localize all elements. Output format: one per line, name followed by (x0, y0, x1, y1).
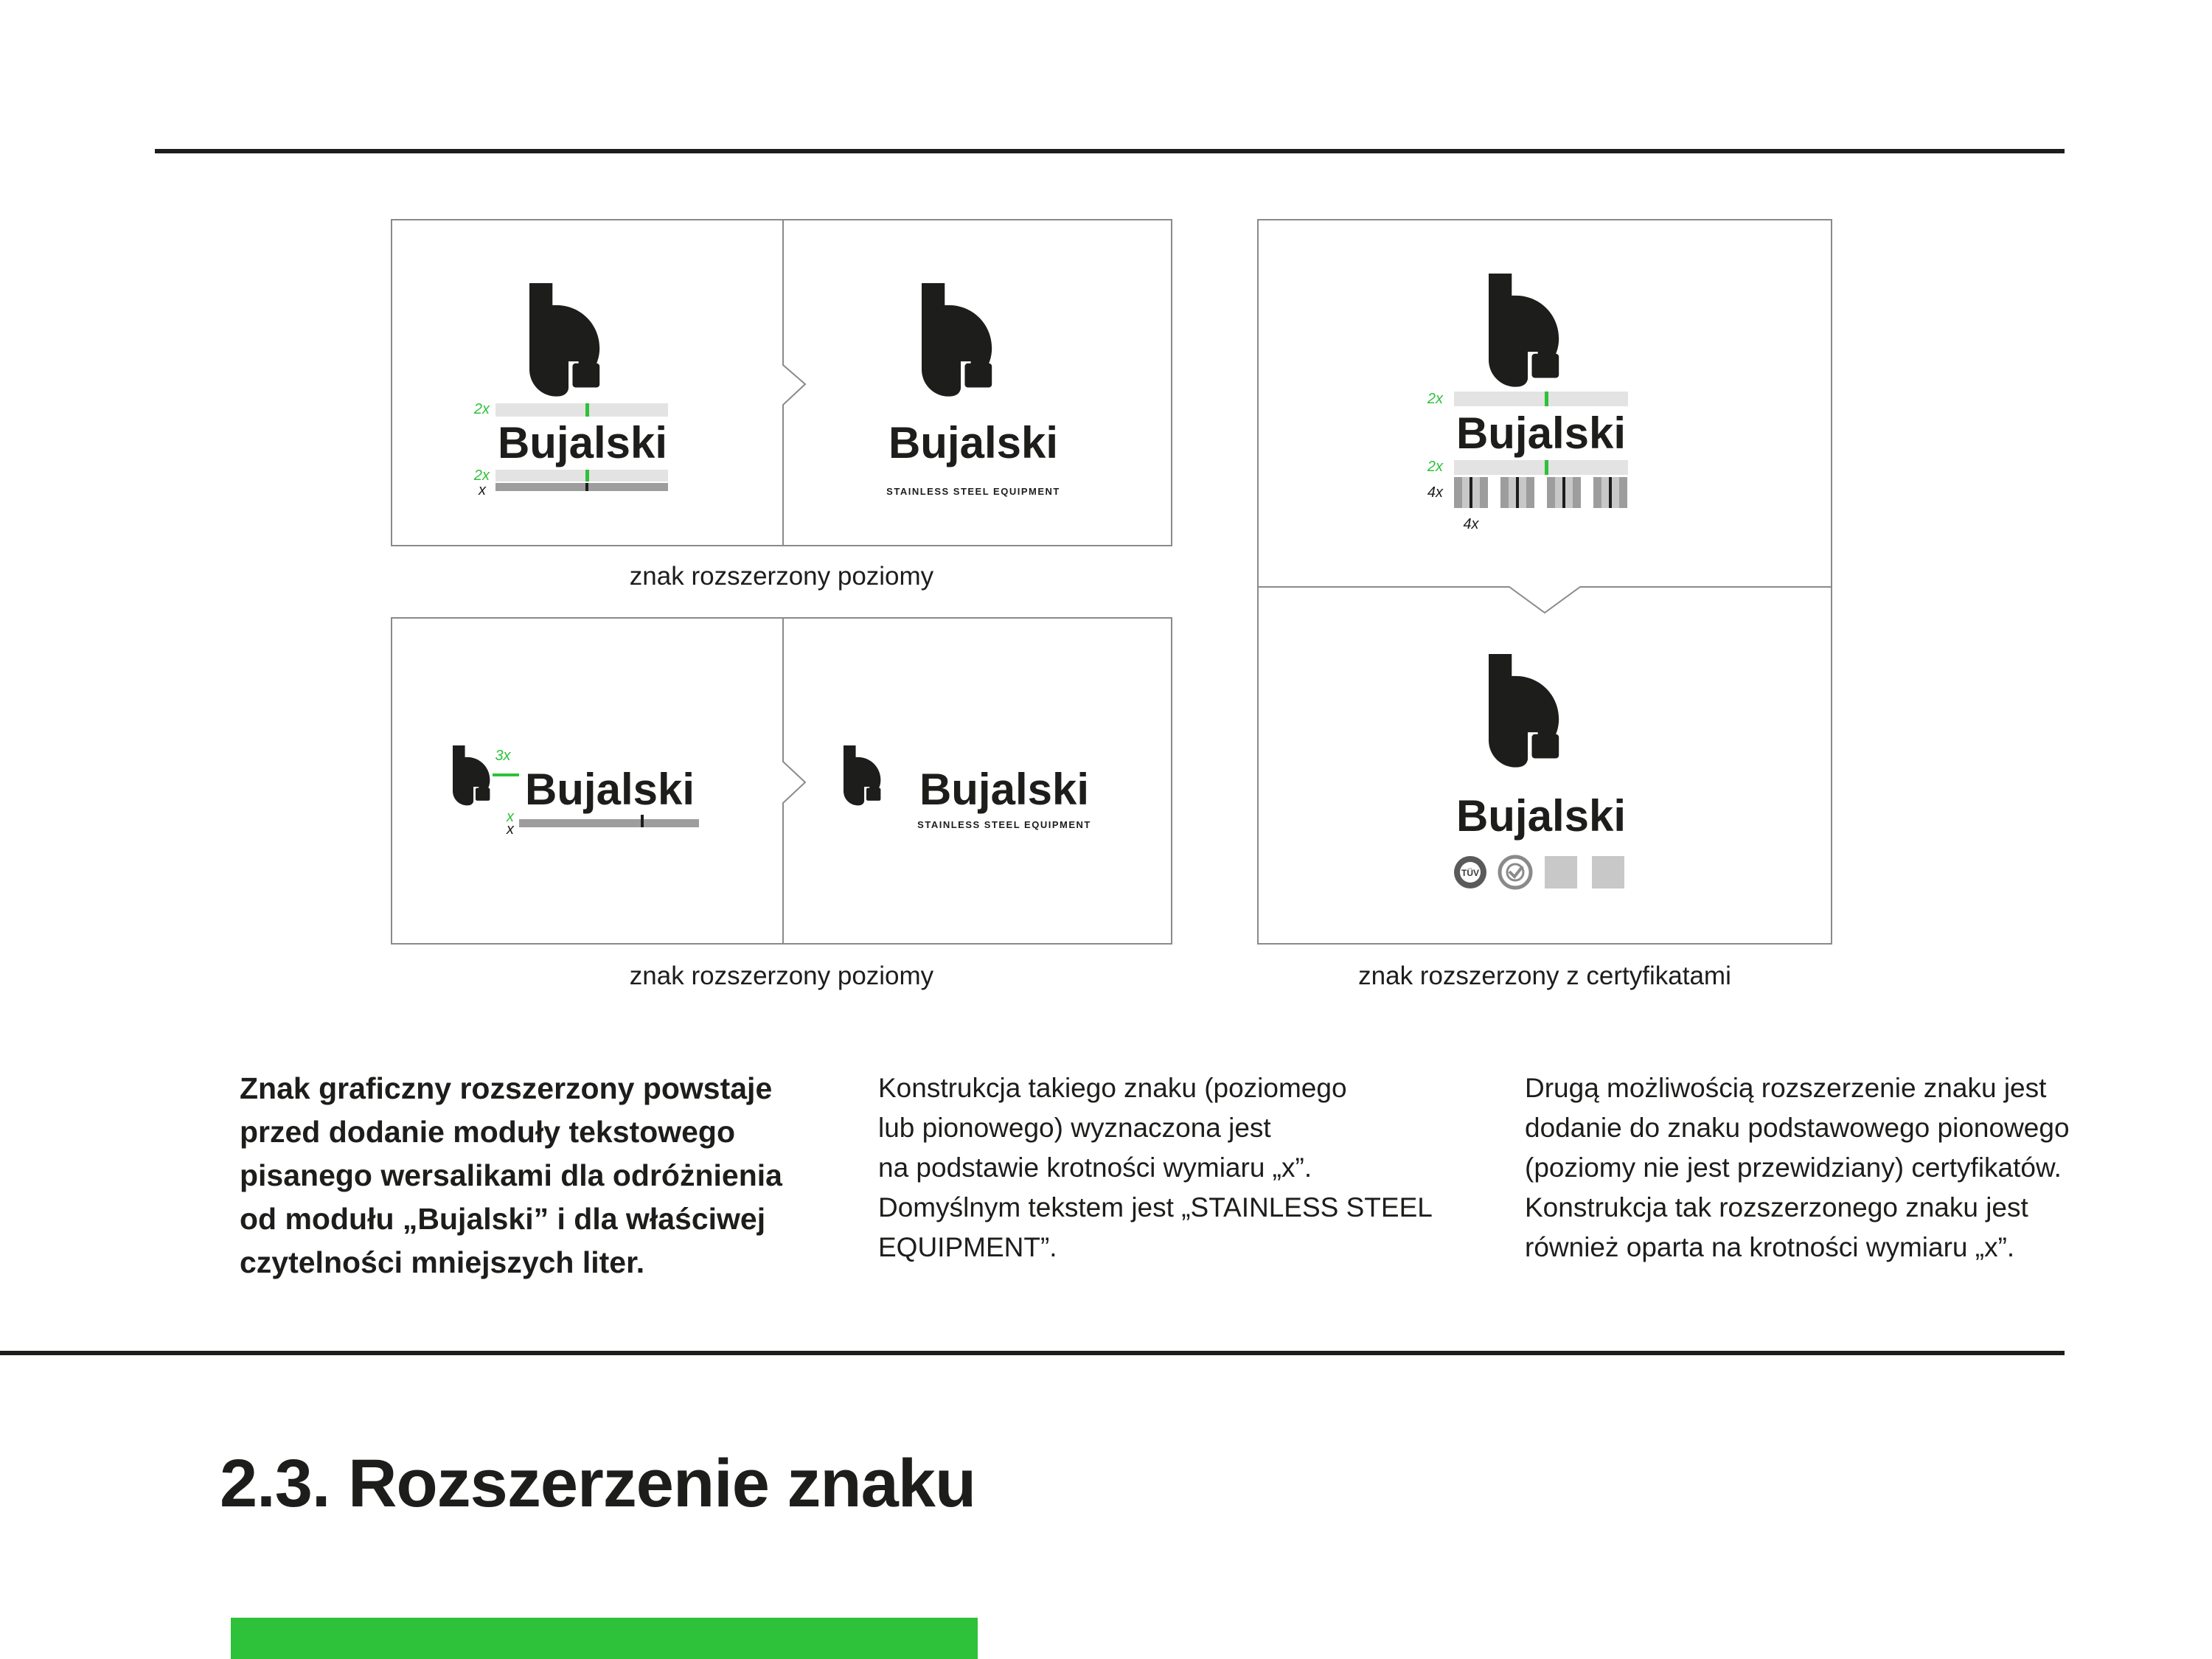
bujalski-symbol-icon (922, 283, 992, 397)
dimension-label-x: x (507, 809, 514, 825)
construction-diagram (392, 619, 1171, 943)
tagline-placeholder-band (495, 483, 668, 491)
text-line: również oparta na krotności wymiaru „x”. (1525, 1232, 2015, 1262)
bujalski-wordmark: Bujalski (919, 765, 1090, 814)
panel-horizontal-construction (391, 617, 1172, 945)
guide-band (495, 470, 668, 481)
bujalski-symbol-icon (844, 745, 880, 805)
dimension-label-4x: 4x (1463, 516, 1479, 532)
guide-band (1454, 392, 1628, 406)
text-line: Drugą możliwością rozszerzenie znaku jest (1525, 1073, 2047, 1103)
text-line: czytelności mniejszych liter. (240, 1245, 645, 1279)
certificate-placeholder (1545, 856, 1577, 888)
bujalski-wordmark: Bujalski (497, 418, 668, 467)
text-line: od modułu „Bujalski” i dla właściwej (240, 1202, 766, 1236)
section-rule (0, 1351, 2065, 1355)
dimension-label-2x: 2x (1427, 459, 1443, 475)
construction-column (878, 1068, 1468, 1267)
intro-column (240, 1067, 844, 1284)
panel-certificates (1257, 219, 1832, 945)
tagline-text: STAINLESS STEEL EQUIPMENT (917, 819, 1091, 830)
panel-divider-arrow (783, 220, 805, 545)
accent-green-bar (231, 1618, 978, 1659)
dimension-label-4x: 4x (1427, 484, 1443, 501)
certificate-placeholder (1592, 856, 1624, 888)
guide-band (1454, 460, 1628, 475)
section-heading: 2.3. Rozszerzenie znaku (220, 1446, 976, 1521)
bujalski-symbol-icon (1489, 274, 1559, 387)
tuv-certificate-icon (1454, 856, 1486, 888)
text-line: pisanego wersalikami dla odróżnienia (240, 1158, 782, 1192)
tagline-text: STAINLESS STEEL EQUIPMENT (886, 486, 1060, 497)
text-line: Znak graficzny rozszerzony powstaje (240, 1071, 773, 1105)
text-line: lub pionowego) wyznaczona jest (878, 1113, 1271, 1143)
panel-divider-arrow (1259, 587, 1831, 613)
caption-horizontal-top: znak rozszerzony poziomy (629, 562, 934, 591)
certificates-diagram (1259, 220, 1831, 943)
guide-marker-green (585, 403, 589, 417)
guide-band (495, 403, 668, 417)
tagline-placeholder-band (519, 819, 699, 827)
bujalski-symbol-icon (529, 283, 599, 397)
quality-certificate-icon (1500, 857, 1531, 888)
caption-certificates: znak rozszerzony z certyfikatami (1358, 961, 1731, 990)
bujalski-symbol-icon (453, 745, 490, 805)
text-line: dodanie do znaku podstawowego pionowego (1525, 1113, 2070, 1143)
text-line: na podstawie krotności wymiaru „x”. (878, 1152, 1312, 1183)
bujalski-wordmark: Bujalski (1455, 791, 1627, 841)
dimension-label-3x: 3x (495, 748, 511, 764)
construction-diagram (392, 220, 1171, 545)
text-line: EQUIPMENT”. (878, 1232, 1057, 1262)
bujalski-wordmark: Bujalski (524, 765, 695, 814)
certificate-slot-guides (1454, 477, 1627, 508)
panel-horizontal-vertical-construction (391, 219, 1172, 546)
certificates-column (1525, 1068, 2174, 1267)
dimension-label-2x: 2x (473, 467, 490, 484)
top-rule (155, 149, 2065, 153)
svg-text:TÜV: TÜV (1461, 868, 1479, 878)
text-line: Konstrukcja tak rozszerzonego znaku jest (1525, 1192, 2028, 1222)
bujalski-wordmark: Bujalski (888, 418, 1059, 467)
guide-marker-green (493, 773, 519, 776)
caption-horizontal-bottom: znak rozszerzony poziomy (629, 961, 934, 990)
dimension-label-x: x (507, 821, 514, 838)
dimension-label-2x: 2x (473, 401, 490, 417)
guide-marker-green (585, 470, 589, 481)
guide-marker-dark (641, 815, 644, 827)
text-line: (poziomy nie jest przewidziany) certyfikatów. (1525, 1152, 2062, 1183)
text-line: przed dodanie moduły tekstowego (240, 1115, 736, 1149)
guide-marker-green (1545, 392, 1548, 406)
guide-marker-dark (585, 483, 588, 491)
text-line: Domyślnym tekstem jest „STAINLESS STEEL (878, 1192, 1433, 1222)
guide-marker-green (1545, 460, 1548, 475)
bujalski-symbol-icon (1489, 654, 1559, 768)
dimension-label-x: x (479, 482, 486, 498)
dimension-label-2x: 2x (1427, 391, 1443, 407)
bujalski-wordmark: Bujalski (1455, 408, 1627, 458)
text-line: Konstrukcja takiego znaku (poziomego (878, 1073, 1347, 1103)
panel-divider-arrow (783, 619, 805, 943)
